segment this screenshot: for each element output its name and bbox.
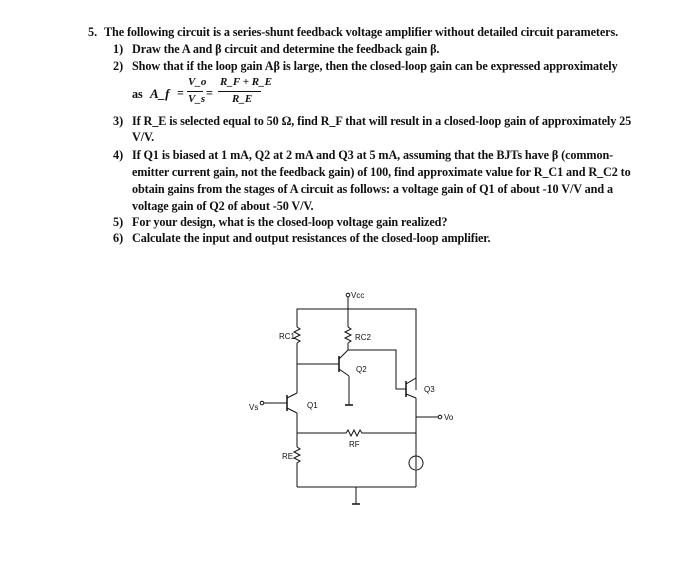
re-resistor <box>294 447 300 487</box>
re-label: RE <box>282 452 294 461</box>
problem-number: 5. <box>88 25 98 39</box>
q2-transistor <box>297 350 353 405</box>
formula-num2: R_F + R_E <box>220 76 272 88</box>
item-4-number: 4) <box>113 148 124 162</box>
formula-prefix: as <box>132 87 143 101</box>
rc2-label: RC2 <box>355 333 372 342</box>
item-1-text: Draw the A and β circuit and determine the feedback gain β. <box>132 42 440 56</box>
rc2-resistor <box>345 327 351 343</box>
item-5-text: For your design, what is the closed-loop voltage gain realized? <box>132 215 448 229</box>
formula-den1: V_s <box>188 93 206 105</box>
vo-terminal <box>438 415 442 419</box>
item-5-number: 5) <box>113 215 124 229</box>
q2-label: Q2 <box>356 365 367 374</box>
formula-den2: R_E <box>232 93 253 105</box>
item-1-number: 1) <box>113 42 124 56</box>
formula-equals: = <box>177 86 184 100</box>
item-2-number: 2) <box>113 59 124 73</box>
vcc-label: Vcc <box>351 291 365 300</box>
vs-label: Vs <box>249 403 259 412</box>
rc1-label: RC1 <box>279 332 296 341</box>
vs-terminal <box>260 401 264 405</box>
q1-label: Q1 <box>307 401 318 410</box>
formula-equals-2: = <box>206 86 213 100</box>
item-4-text: If Q1 is biased at 1 mA, Q2 at 2 mA and Q3 at 5 mA, assuming that the BJTs have β (common- <box>132 148 614 162</box>
item-6-text: Calculate the input and output resistances of the closed-loop amplifier. <box>132 231 491 245</box>
problem-intro: The following circuit is a series-shunt feedback voltage amplifier without detailed circuit parameters. <box>104 25 619 39</box>
item-4-text: emitter current gain, not the feedback gain) of 100, find approximate value for R_C1 and R_C2 to <box>132 165 631 179</box>
item-2-text: Show that if the loop gain Aβ is large, then the closed-loop gain can be expressed approximately <box>132 59 618 73</box>
item-3-text: V/V. <box>132 130 155 144</box>
vo-label: Vo <box>444 413 454 422</box>
formula-num1: V_o <box>188 76 207 88</box>
q1-transistor <box>260 393 297 447</box>
item-6-number: 6) <box>113 231 124 245</box>
item-4-text: obtain gains from the stages of A circuit as follows: a voltage gain of Q1 of about -10 V/V and a <box>132 182 613 196</box>
item-4-text: voltage gain of Q2 of about -50 V/V. <box>132 199 314 213</box>
item-3-number: 3) <box>113 114 124 128</box>
rf-label: RF <box>349 440 360 449</box>
q3-label: Q3 <box>424 385 435 394</box>
q3-transistor <box>406 378 416 463</box>
formula-lhs: A_f <box>150 86 170 101</box>
vcc-terminal <box>346 293 350 297</box>
item-3-text: If R_E is selected equal to 50 Ω, find R_F that will result in a closed-loop gain of approximately 25 <box>132 114 632 128</box>
rf-resistor <box>297 430 416 436</box>
